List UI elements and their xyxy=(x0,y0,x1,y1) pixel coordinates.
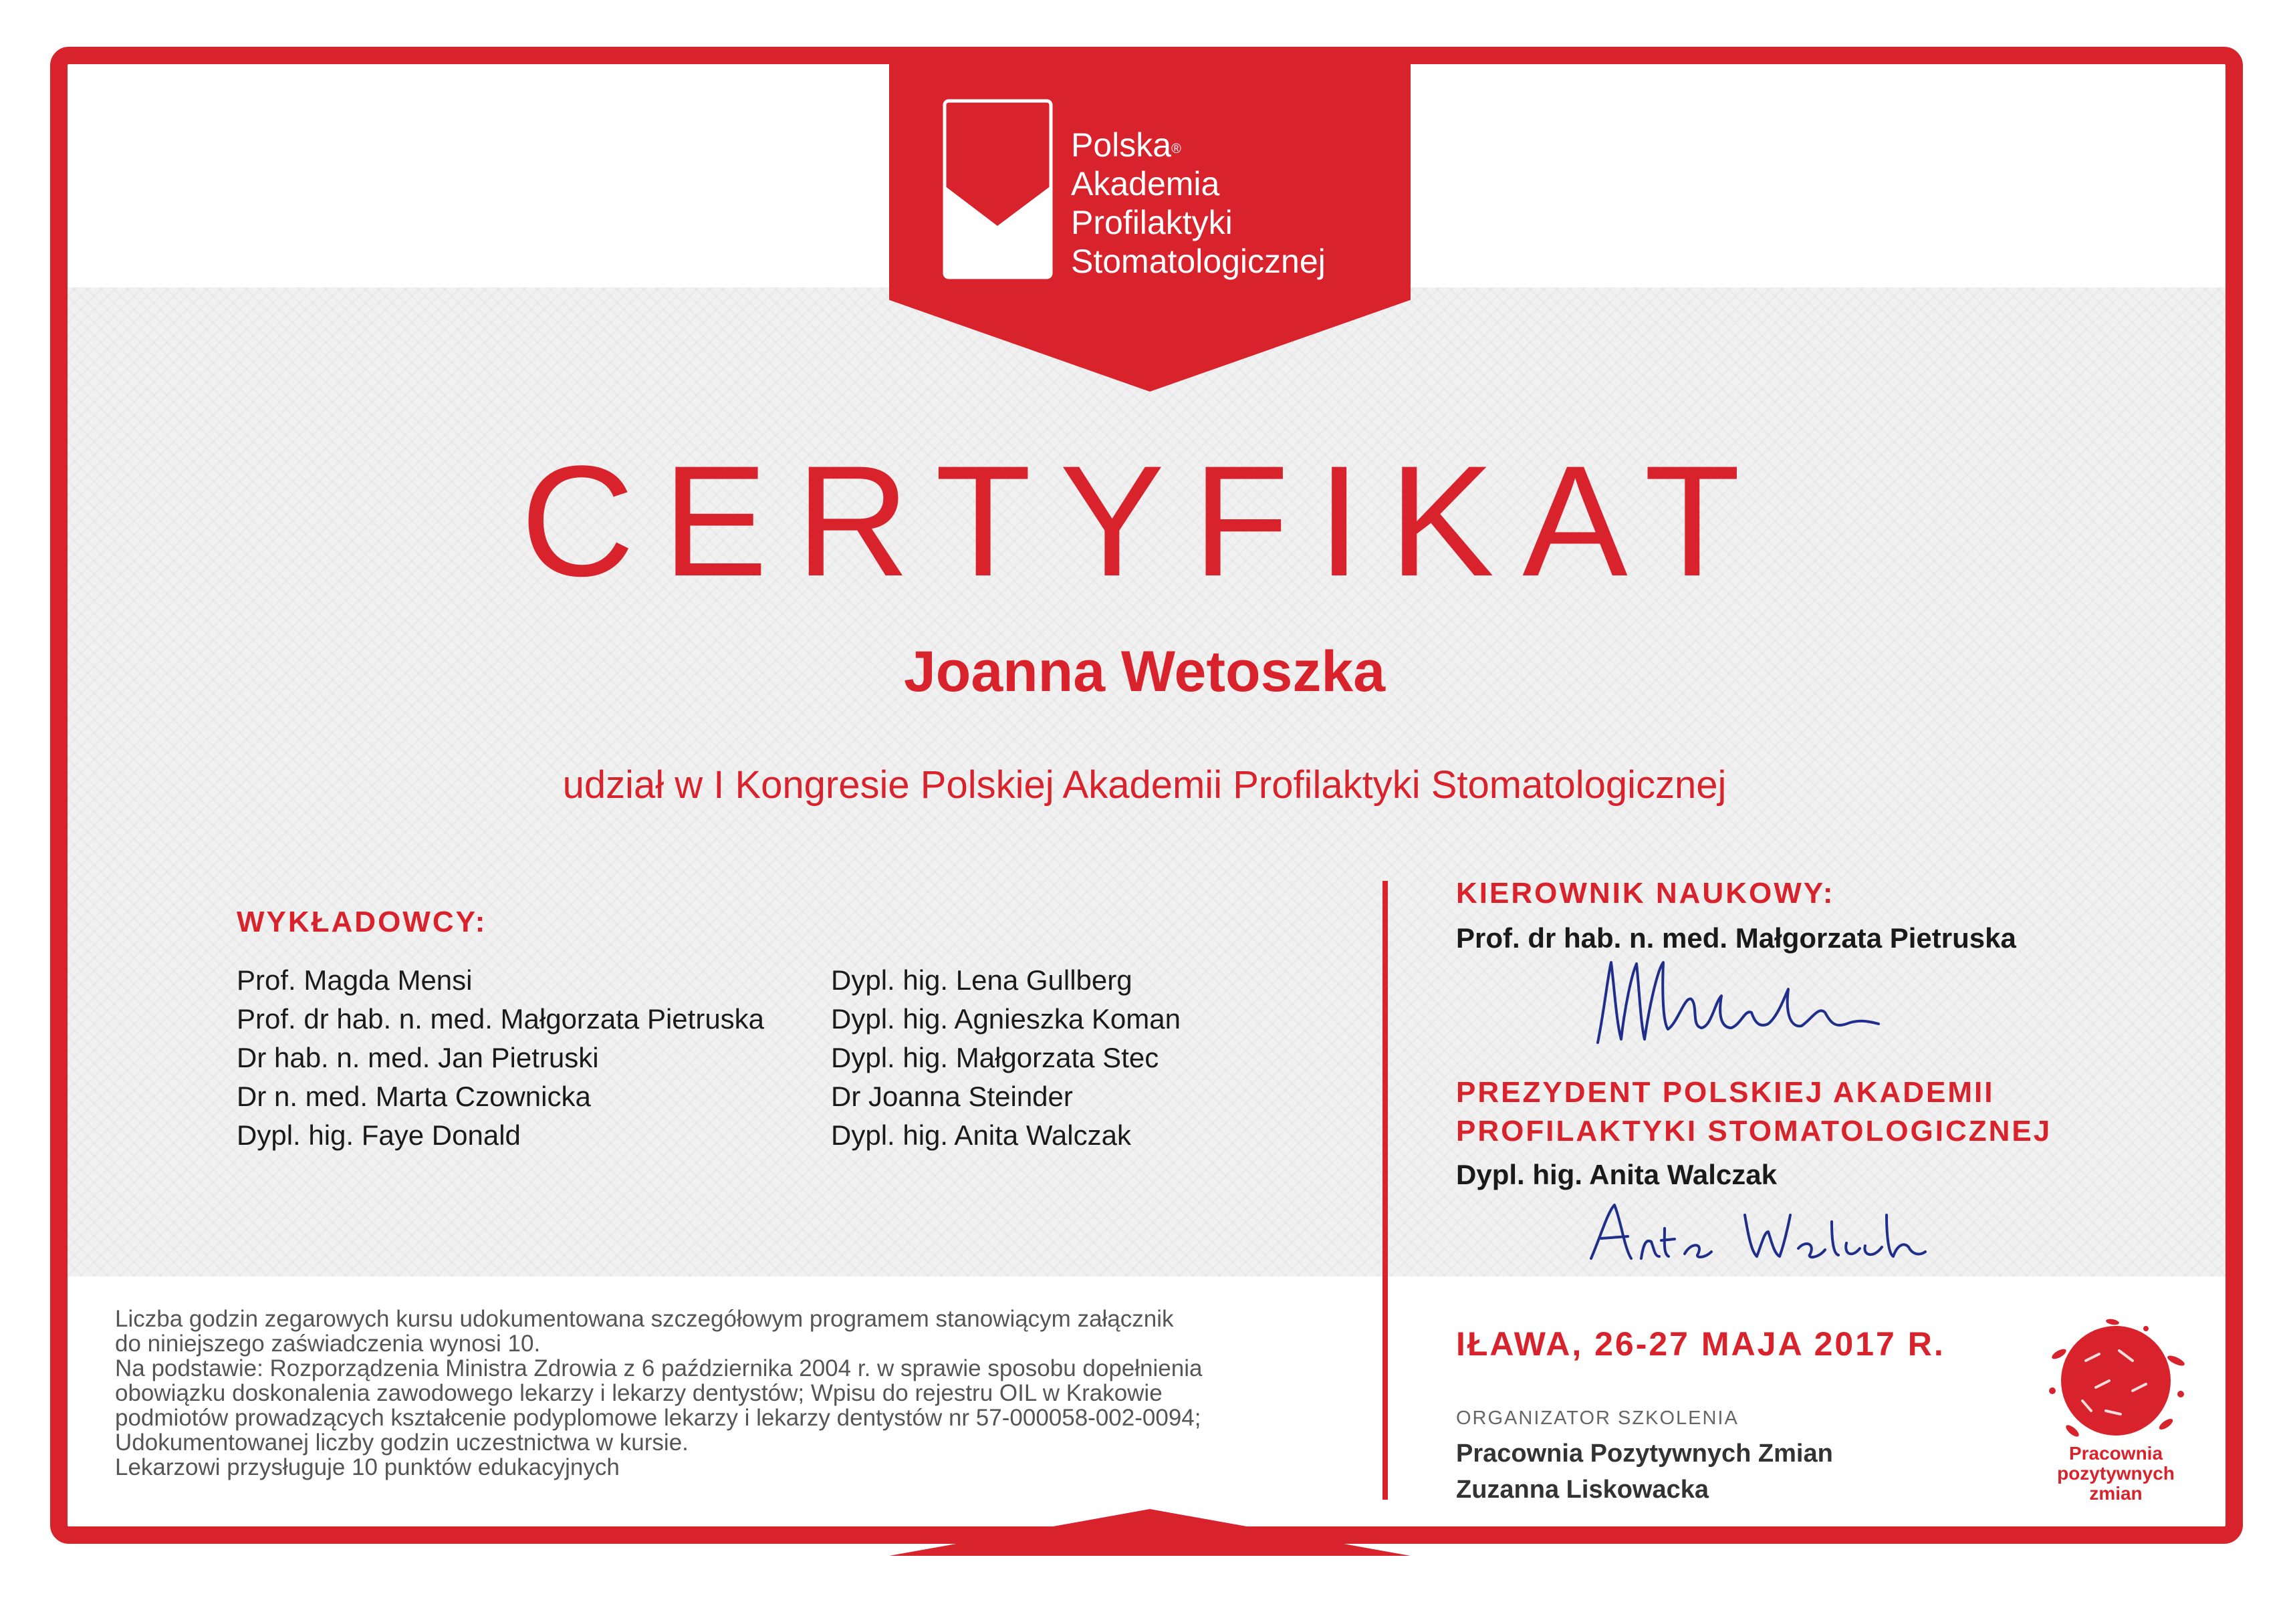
lecturer-item: Prof. dr hab. n. med. Małgorzata Pietruska xyxy=(237,1003,765,1035)
lecturer-item: Dypl. hig. Małgorzata Stec xyxy=(831,1042,1159,1073)
lecturer-item: Dypl. hig. Faye Donald xyxy=(237,1119,521,1151)
envelope-check-icon xyxy=(943,99,1053,279)
organizer-details xyxy=(1456,1436,1833,1508)
lecturers-right-column xyxy=(831,961,1181,1155)
footnote-line: Na podstawie: Rozporządzenia Ministra Zdrowia z 6 października 2004 r. w sprawie sposobu dopełnienia xyxy=(115,1355,1203,1381)
lecturers-left-column xyxy=(237,961,764,1155)
registered-icon: ® xyxy=(1171,142,1181,156)
pz-logo-line: Pracownia xyxy=(2068,1443,2163,1464)
vertical-divider xyxy=(1382,881,1388,1500)
footnote-line: podmiotów prowadzących kształcenie podyplomowe lekarzy i lekarzy dentystów nr 57-000058-002-0094; xyxy=(115,1405,1201,1431)
lecturer-item: Dypl. hig. Lena Gullberg xyxy=(831,964,1132,996)
lecturer-item: Dypl. hig. Anita Walczak xyxy=(831,1119,1131,1151)
certificate-title: CERTYFIKAT xyxy=(520,433,1769,610)
organizer-line: Pracownia Pozytywnych Zmian xyxy=(1456,1440,1833,1468)
president-heading-line2: PROFILAKTYKI STOMATOLOGICZNEJ xyxy=(1456,1115,2052,1147)
lecturer-item: Dr n. med. Marta Czownicka xyxy=(237,1081,591,1112)
lecturer-item: Dypl. hig. Agnieszka Koman xyxy=(831,1003,1181,1035)
lecturers-heading: WYKŁADOWCY: xyxy=(237,906,487,938)
red-splash-ball-icon xyxy=(2032,1314,2199,1514)
footnote-line: Liczba godzin zegarowych kursu udokumentowana szczegółowym programem stanowiącym załącznik xyxy=(115,1306,1174,1332)
logo-line: Polska xyxy=(1071,126,1172,164)
lecturer-item: Prof. Magda Mensi xyxy=(237,964,473,996)
logo-line: Stomatologicznej xyxy=(1071,243,1326,280)
organizer-label: ORGANIZATOR SZKOLENIA xyxy=(1456,1407,1739,1429)
lecturer-item: Dr hab. n. med. Jan Pietruski xyxy=(237,1042,599,1073)
signature-pietruska-icon xyxy=(1584,949,1905,1049)
scientific-head-heading: KIEROWNIK NAUKOWY: xyxy=(1456,877,1835,910)
president-name: Dypl. hig. Anita Walczak xyxy=(1456,1159,1777,1190)
scientific-head-name: Prof. dr hab. n. med. Małgorzata Pietruska xyxy=(1456,922,2016,954)
recipient-name: Joanna Wetoszka xyxy=(903,640,1386,704)
footnote-line: obowiązku doskonalenia zawodowego lekarzy i lekarzy dentystów; Wpisu do rejestru OIL w Krakowie xyxy=(115,1380,1163,1406)
footnote-line: Udokumentowanej liczby godzin uczestnictwa w kursie. xyxy=(115,1430,689,1456)
pz-logo-line: pozytywnych xyxy=(2057,1463,2175,1484)
event-description: udział w I Kongresie Polskiej Akademii Profilaktyki Stomatologicznej xyxy=(562,763,1727,807)
legal-footnote xyxy=(115,1307,1352,1480)
logo-line: Profilaktyki xyxy=(1071,204,1233,241)
organizer-line: Zuzanna Liskowacka xyxy=(1456,1476,1709,1504)
signature-walczak-icon xyxy=(1584,1195,1932,1268)
pz-logo-line: zmian xyxy=(2089,1483,2143,1504)
place-date: IŁAWA, 26-27 MAJA 2017 R. xyxy=(1456,1325,1945,1363)
logo-line: Akademia xyxy=(1071,165,1220,202)
footnote-line: Lekarzowi przysługuje 10 punktów edukacyjnych xyxy=(115,1454,620,1480)
logo-text xyxy=(1071,126,1326,281)
president-heading-line1: PREZYDENT POLSKIEJ AKADEMII xyxy=(1456,1076,1995,1109)
lecturer-item: Dr Joanna Steinder xyxy=(831,1081,1073,1112)
footnote-line: do niniejszego zaświadczenia wynosi 10. xyxy=(115,1331,541,1357)
